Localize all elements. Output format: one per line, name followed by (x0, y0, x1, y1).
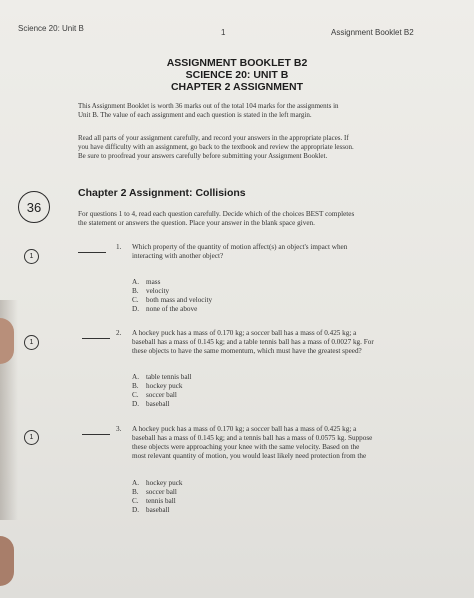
option-a: A. hockey puck (132, 479, 183, 487)
option-c: C. both mass and velocity (132, 296, 213, 304)
question-line: baseball has a mass of 0.145 kg; and a tennis ball has a mass of 0.0575 kg. Suppose (132, 434, 373, 442)
option-d: D. baseball (132, 400, 170, 408)
question-line: baseball has a mass of 0.145 kg; and a table tennis ball has a mass of 0.0027 kg. For (132, 338, 374, 346)
option-a: A. mass (132, 278, 161, 286)
header-left: Science 20: Unit B (18, 24, 84, 33)
instructions-line: you have difficulty with an assignment, go back to the textbook and review the appropriate lesson. (78, 143, 354, 151)
question-1-text (132, 243, 432, 261)
instructions-paragraph (78, 134, 428, 161)
option-b: B. velocity (132, 287, 170, 295)
question-line: these objects to have the same momentum, which must have the greatest speed? (132, 347, 362, 355)
option-c: C. soccer ball (132, 391, 177, 399)
chapter-heading: Chapter 2 Assignment: Collisions (78, 187, 246, 199)
question-line: A hockey puck has a mass of 0.170 kg; a soccer ball has a mass of 0.425 kg; a (132, 425, 357, 433)
question-3-marks-badge (24, 430, 39, 445)
booklet-title: ASSIGNMENT BOOKLET B2 (166, 57, 308, 69)
option-b: B. soccer ball (132, 488, 177, 496)
question-3-marks: 1 (29, 434, 34, 441)
question-1-marks: 1 (29, 253, 34, 260)
question-3-number: 3. (116, 425, 122, 433)
option-c: C. tennis ball (132, 497, 176, 505)
directions-line: the statement or answers the question. Place your answer in the blank space given. (78, 219, 315, 227)
question-2-answer-blank[interactable] (82, 338, 110, 339)
question-2-marks: 1 (29, 339, 34, 346)
total-marks-badge (18, 191, 50, 223)
question-1-options (132, 278, 212, 314)
question-line: interacting with another object? (132, 252, 224, 260)
question-1-marks-badge (24, 249, 39, 264)
option-d: D. none of the above (132, 305, 198, 313)
question-3-options (132, 479, 183, 515)
question-3-answer-blank[interactable] (82, 434, 110, 435)
course-title: SCIENCE 20: UNIT B (185, 69, 289, 81)
question-3-text (132, 425, 432, 461)
directions-paragraph (78, 210, 428, 228)
option-a: A. table tennis ball (132, 373, 192, 381)
question-2-number: 2. (116, 329, 122, 337)
option-d: D. baseball (132, 506, 170, 514)
header-right: Assignment Booklet B2 (331, 28, 414, 37)
total-marks-value: 36 (26, 199, 42, 215)
question-line: A hockey puck has a mass of 0.170 kg; a soccer ball has a mass of 0.425 kg; a (132, 329, 357, 337)
finger-bottom (0, 536, 14, 586)
question-2-text (132, 329, 432, 356)
question-2-options (132, 373, 192, 409)
instructions-line: Be sure to proofread your answers carefully before submitting your Assignment Booklet. (78, 152, 328, 160)
intro-line: Unit B. The value of each assignment and each question is stated in the left margin. (78, 111, 312, 119)
question-line: most relevant quantity of motion, you would least likely need protection from the (132, 452, 367, 460)
question-2-marks-badge (24, 335, 39, 350)
intro-line: This Assignment Booklet is worth 36 marks out of the total 104 marks for the assignments in (78, 102, 339, 110)
option-b: B. hockey puck (132, 382, 183, 390)
directions-line: For questions 1 to 4, read each question carefully. Decide which of the choices BEST completes (78, 210, 355, 218)
instructions-line: Read all parts of your assignment carefully, and record your answers in the appropriate places. If (78, 134, 349, 142)
intro-paragraph (78, 102, 428, 120)
finger-top (0, 318, 14, 364)
question-line: these objects were approaching your knee with the same velocity. Based on the (132, 443, 360, 451)
question-1-number: 1. (116, 243, 122, 251)
chapter-title: CHAPTER 2 ASSIGNMENT (170, 81, 304, 93)
page-number: 1 (221, 28, 226, 37)
question-1-answer-blank[interactable] (78, 252, 106, 253)
question-line: Which property of the quantity of motion affect(s) an object's impact when (132, 243, 348, 251)
